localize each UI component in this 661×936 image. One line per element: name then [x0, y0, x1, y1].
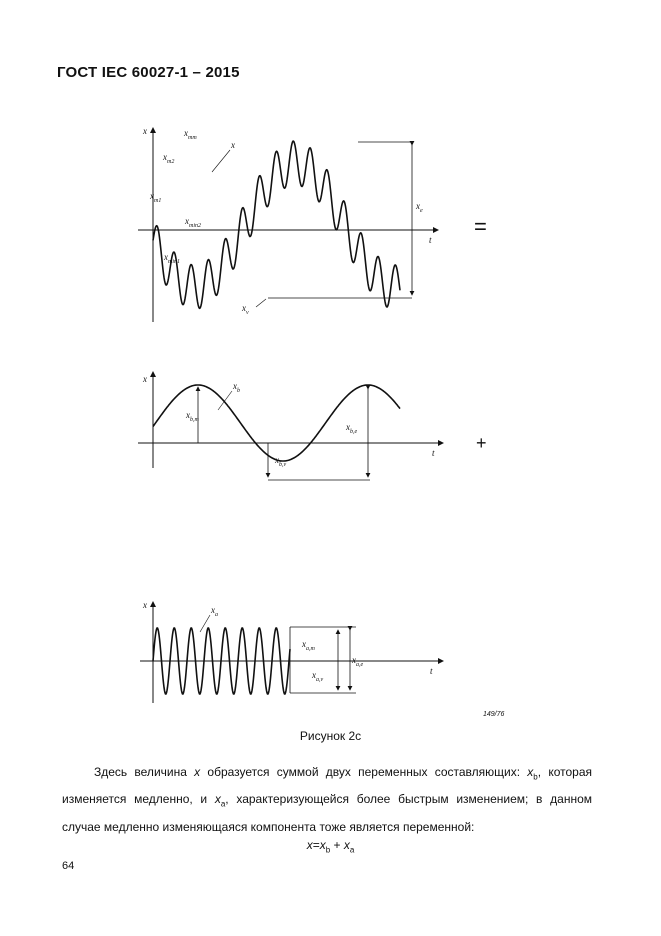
plot2-xb-label: $x_b$	[233, 381, 240, 394]
plot1-curve-label: x	[231, 140, 235, 150]
equals-sign: =	[474, 214, 487, 239]
figure-ref-code: 149/76	[483, 711, 505, 718]
page-number: 64	[62, 860, 75, 872]
plot1-t-axis-label: t	[429, 235, 432, 245]
plot1-xe-label: $x_e$	[416, 201, 423, 214]
plot1-xv-label: $x_v$	[242, 303, 249, 316]
plot1-xmin2-label: $x_{min2}$	[185, 216, 201, 229]
plot3-xa-label: $x_a$	[211, 605, 218, 618]
plot1-xmm-label: $x_{mm}$	[184, 128, 197, 141]
plot-1	[138, 128, 438, 322]
plot3-t-axis-label: t	[430, 666, 433, 676]
plot1-xm2-label: $x_{m2}$	[163, 152, 175, 165]
formula: $x=x_b + x_a$	[306, 838, 355, 855]
plot2-xbm-label: $x_{b,m}$	[186, 410, 199, 423]
plot2-x-axis-label: x	[143, 374, 147, 384]
standard-header: ГОСТ IEC 60027-1 – 2015	[57, 64, 240, 81]
plot1-xm1-label: $x_{m1}$	[150, 191, 162, 204]
plot1-xmin1-label: $x_{min1}$	[164, 252, 180, 265]
plot3-xam-label: $x_{a,m}$	[302, 639, 315, 652]
plot3-xav-label: $x_{a,v}$	[312, 670, 324, 683]
plot3-xae-label: $x_{a,e}$	[352, 655, 364, 668]
plus-sign: +	[476, 433, 487, 453]
body-paragraph: Здесь величина x образуется суммой двух переменных составляющих: $x_b$, которая изменяется медленно, и $x_a$, характеризующейся более быстрым изменением; в данном случае медленно изменяющаяся компонента тоже является переменной:	[62, 765, 593, 834]
plot2-xbv-label: $x_{b,v}$	[275, 455, 287, 468]
plot1-x-axis-label: x	[143, 126, 147, 136]
plot2-t-axis-label: t	[432, 448, 435, 458]
plot-2	[138, 372, 443, 480]
plot3-x-axis-label: x	[143, 600, 147, 610]
figure-caption: Рисунок 2с	[299, 729, 362, 743]
plot2-curve-xb	[153, 385, 400, 461]
plot1-x-leader	[212, 150, 230, 172]
plot-3	[140, 602, 443, 703]
plot2-xb-leader	[218, 391, 232, 410]
plot1-xv-leader	[256, 299, 266, 307]
plot2-xbe-label: $x_{b,e}$	[346, 422, 358, 435]
